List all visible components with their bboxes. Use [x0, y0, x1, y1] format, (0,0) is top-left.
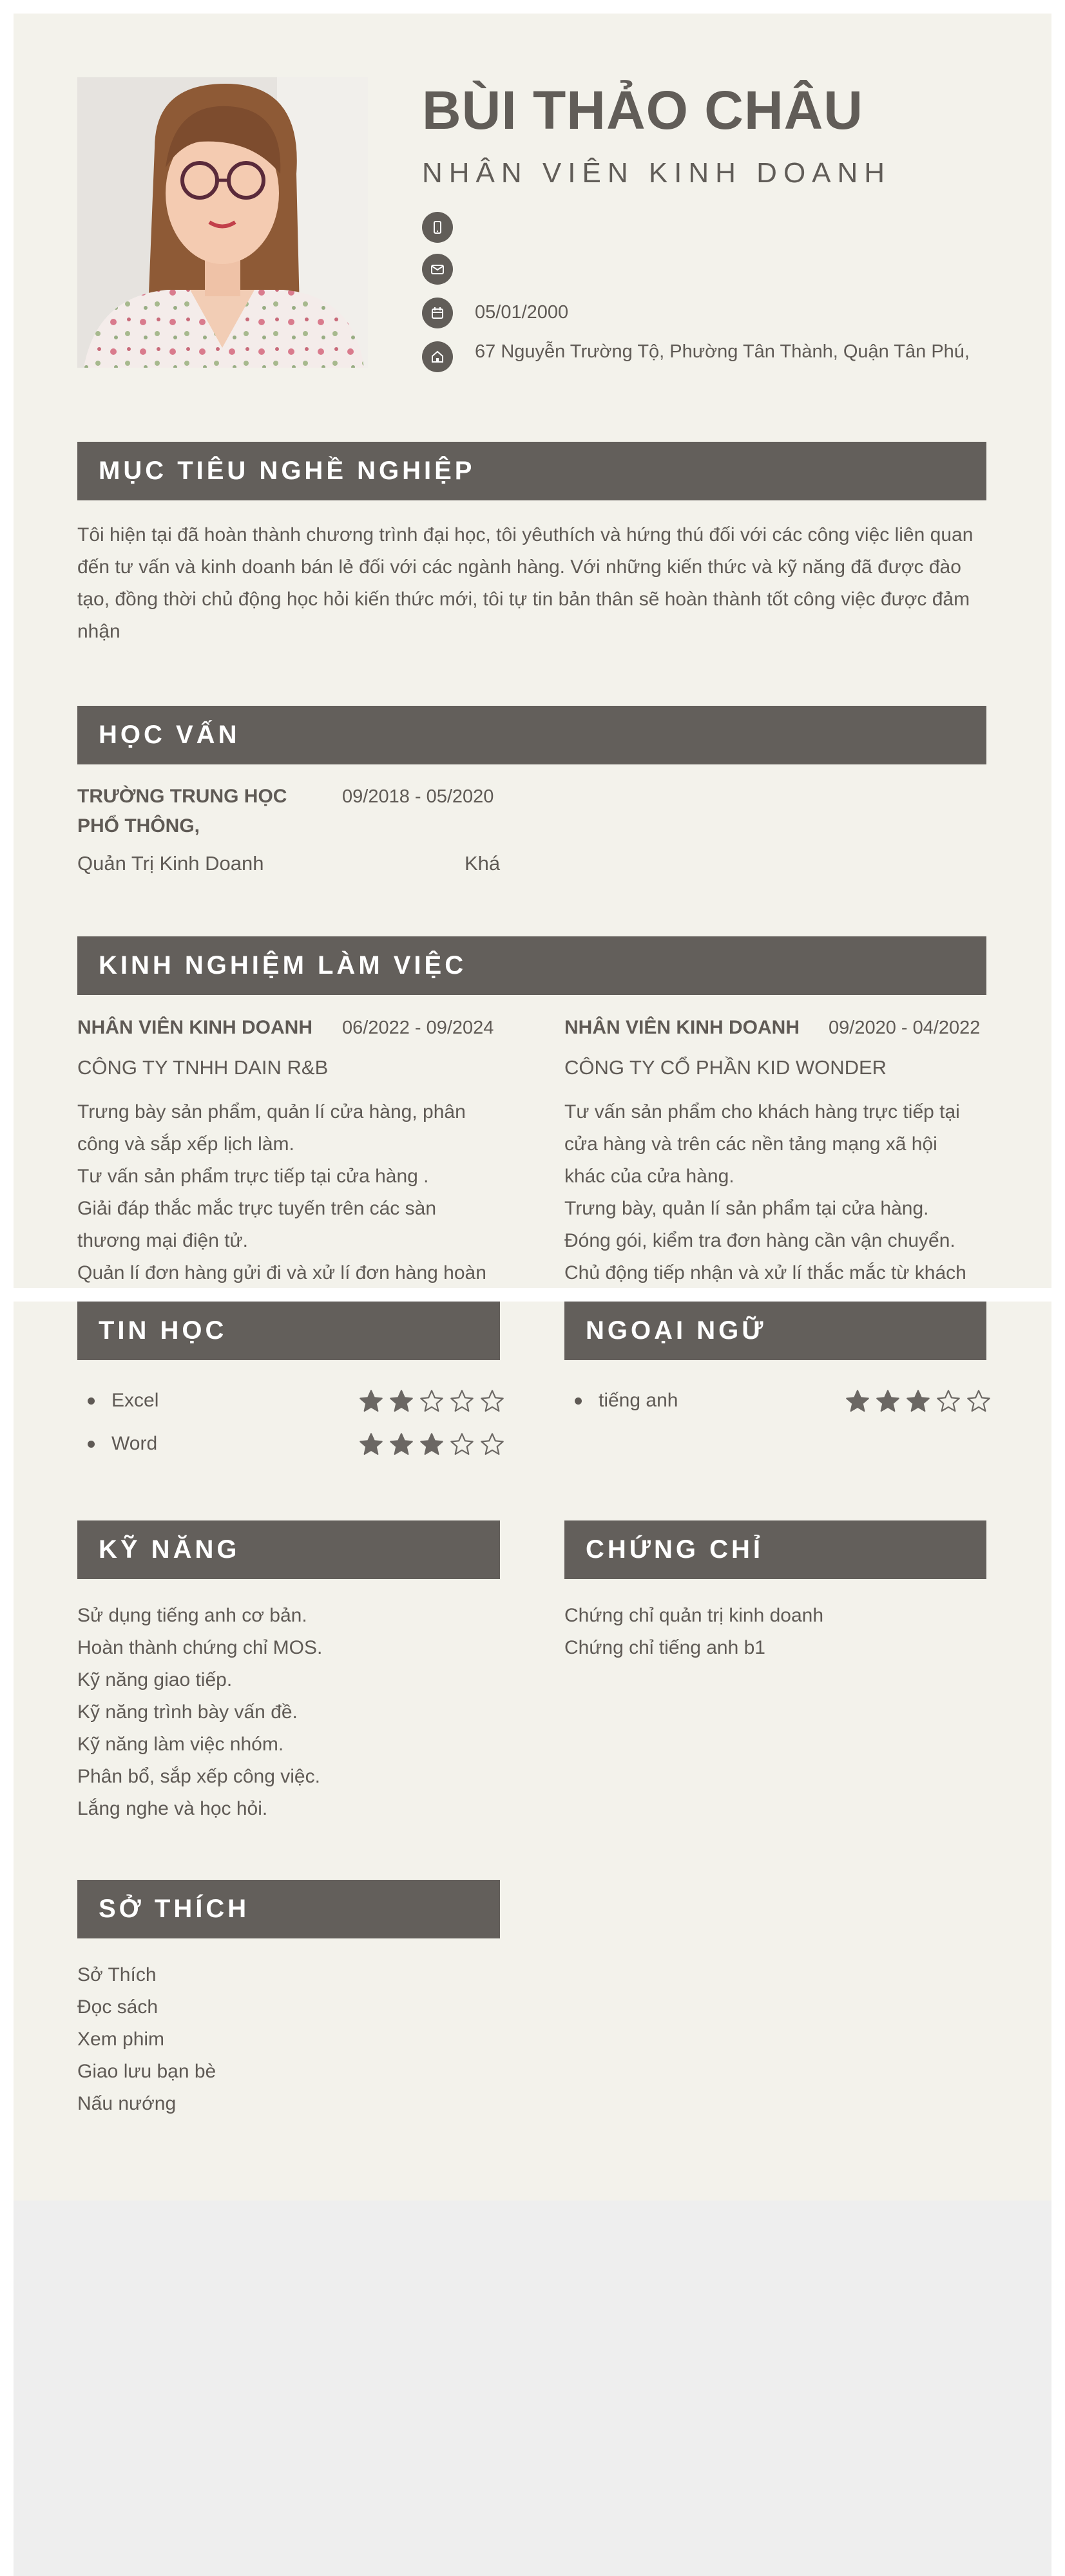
- job-2-duty: khác của cửa hàng.: [564, 1166, 734, 1187]
- star-filled-icon: [419, 1432, 445, 1457]
- skill-line: Lắng nghe và học hỏi.: [77, 1798, 268, 1819]
- experience-heading: KINH NGHIỆM LÀM VIỆC: [77, 936, 986, 995]
- certificates-list: [564, 1600, 823, 1664]
- dob-value: 05/01/2000: [475, 302, 569, 323]
- language-rating: [840, 1388, 992, 1414]
- education-grade: Khá: [465, 852, 501, 875]
- job-2-duty: Đóng gói, kiểm tra đơn hàng cần vận chuyển.: [564, 1230, 955, 1251]
- star-filled-icon: [389, 1432, 414, 1457]
- job-2-position: NHÂN VIÊN KINH DOANH: [564, 1017, 800, 1038]
- candidate-name: BÙI THẢO CHÂU: [422, 80, 863, 140]
- bullet-icon: [88, 1397, 95, 1405]
- star-filled-icon: [358, 1432, 384, 1457]
- job-1-duty: Quản lí đơn hàng gửi đi và xử lí đơn hàng hoàn: [77, 1262, 486, 1283]
- bullet-icon: [575, 1397, 582, 1405]
- skills-list: [77, 1600, 322, 1825]
- home-icon: [422, 341, 453, 372]
- star-filled-icon: [875, 1388, 901, 1414]
- email-icon: [422, 254, 453, 285]
- job-2-company: CÔNG TY CỔ PHẦN KID WONDER: [564, 1056, 887, 1079]
- hobbies-heading: SỞ THÍCH: [77, 1880, 500, 1938]
- star-empty-icon: [479, 1388, 505, 1414]
- education-period: 09/2018 - 05/2020: [342, 786, 494, 807]
- hobby-line: Giao lưu bạn bè: [77, 2061, 216, 2082]
- star-empty-icon: [449, 1388, 475, 1414]
- skill-line: Hoàn thành chứng chỉ MOS.: [77, 1637, 323, 1658]
- resume-page-1: [14, 14, 1051, 1288]
- skill-line: Phân bổ, sắp xếp công việc.: [77, 1766, 320, 1787]
- phone-icon: [422, 212, 453, 243]
- certificates-heading: CHỨNG CHỈ: [564, 1520, 986, 1579]
- star-empty-icon: [966, 1388, 992, 1414]
- job-1-duty: Trưng bày sản phẩm, quản lí cửa hàng, phân: [77, 1101, 466, 1122]
- skills-heading: KỸ NĂNG: [77, 1520, 500, 1579]
- job-title: NHÂN VIÊN KINH DOANH: [422, 157, 892, 189]
- objective-heading: MỤC TIÊU NGHỀ NGHIỆP: [77, 442, 986, 500]
- star-filled-icon: [845, 1388, 870, 1414]
- job-2-duty: Chủ động tiếp nhận và xử lí thắc mắc từ khách: [564, 1262, 966, 1283]
- job-2-period: 09/2020 - 04/2022: [829, 1018, 981, 1038]
- contact-address: [422, 341, 990, 372]
- job-1-duties: [77, 1096, 486, 1288]
- objective-text: Tôi hiện tại đã hoàn thành chương trình đại học, tôi yêuthích và hứng thú đối với các công việc liên quan đến tư vấn và kinh doanh bán lẻ đối với các ngành hàng. Với những kiến thức và kỹ năng đã được đào tạo, đồng thời chủ động học hỏi kiến thức mới, tôi tự tin bản thân sẽ hoàn thành tốt công việc được đảm nhận: [77, 524, 974, 642]
- skill-line: Kỹ năng trình bày vấn đề.: [77, 1701, 298, 1723]
- bullet-icon: [88, 1441, 95, 1448]
- it-skill-name: Excel: [111, 1390, 159, 1411]
- contact-phone: [422, 212, 475, 243]
- address-value: 67 Nguyễn Trường Tộ, Phường Tân Thành, Quận Tân Phú,: [475, 341, 970, 362]
- hobby-line: Nấu nướng: [77, 2093, 177, 2114]
- skill-line: Kỹ năng làm việc nhóm.: [77, 1734, 284, 1755]
- skill-line: Sử dụng tiếng anh cơ bản.: [77, 1605, 307, 1626]
- it-skill-rating: [354, 1432, 505, 1457]
- certificate-line: Chứng chỉ quản trị kinh doanh: [564, 1605, 824, 1626]
- empty-page-area: [14, 2201, 1051, 2576]
- star-filled-icon: [905, 1388, 931, 1414]
- job-1-duty: thương mại điện tử.: [77, 1230, 248, 1251]
- profile-photo-image: [77, 77, 368, 368]
- it-skill-rating: [354, 1388, 505, 1414]
- job-1-company: CÔNG TY TNHH DAIN R&B: [77, 1056, 329, 1079]
- contact-dob: [422, 298, 568, 328]
- star-filled-icon: [389, 1388, 414, 1414]
- star-empty-icon: [935, 1388, 961, 1414]
- star-empty-icon: [479, 1432, 505, 1457]
- skill-line: Kỹ năng giao tiếp.: [77, 1669, 233, 1690]
- calendar-icon: [422, 298, 453, 328]
- hobby-line: Xem phim: [77, 2029, 165, 2050]
- certificate-line: Chứng chỉ tiếng anh b1: [564, 1637, 765, 1658]
- education-heading: HỌC VẤN: [77, 706, 986, 764]
- education-major: Quản Trị Kinh Doanh: [77, 852, 264, 875]
- hobby-line: Sở Thích: [77, 1964, 157, 1985]
- star-empty-icon: [449, 1432, 475, 1457]
- star-empty-icon: [419, 1388, 445, 1414]
- job-1-duty: công và sắp xếp lịch làm.: [77, 1133, 294, 1155]
- it-skill-item: [88, 1433, 157, 1455]
- it-heading: TIN HỌC: [77, 1302, 500, 1360]
- education-school: TRƯỜNG TRUNG HỌC PHỔ THÔNG,: [77, 786, 287, 837]
- job-1-duty: Giải đáp thắc mắc trực tuyến trên các sàn: [77, 1198, 437, 1219]
- job-1-position: NHÂN VIÊN KINH DOANH: [77, 1017, 313, 1038]
- it-skill-item: [88, 1390, 158, 1412]
- job-1-period: 06/2022 - 09/2024: [342, 1018, 494, 1038]
- hobbies-list: [77, 1959, 216, 2120]
- language-name: tiếng anh: [599, 1390, 678, 1411]
- contact-email: [422, 254, 475, 285]
- hobby-line: Đọc sách: [77, 1996, 158, 2018]
- job-1-duty: Tư vấn sản phẩm trực tiếp tại cửa hàng .: [77, 1166, 429, 1187]
- job-2-duty: Trưng bày, quản lí sản phẩm tại cửa hàng.: [564, 1198, 929, 1219]
- languages-heading: NGOẠI NGỮ: [564, 1302, 986, 1360]
- job-2-duty: Tư vấn sản phẩm cho khách hàng trực tiếp tại: [564, 1101, 960, 1122]
- it-skill-name: Word: [111, 1433, 158, 1454]
- job-2-duty: cửa hàng và trên các nền tảng mạng xã hội: [564, 1133, 937, 1155]
- resume-page-2: [14, 1302, 1051, 2201]
- language-item: [575, 1390, 678, 1412]
- star-filled-icon: [358, 1388, 384, 1414]
- profile-photo: [77, 77, 368, 368]
- job-2-duties: [564, 1096, 966, 1288]
